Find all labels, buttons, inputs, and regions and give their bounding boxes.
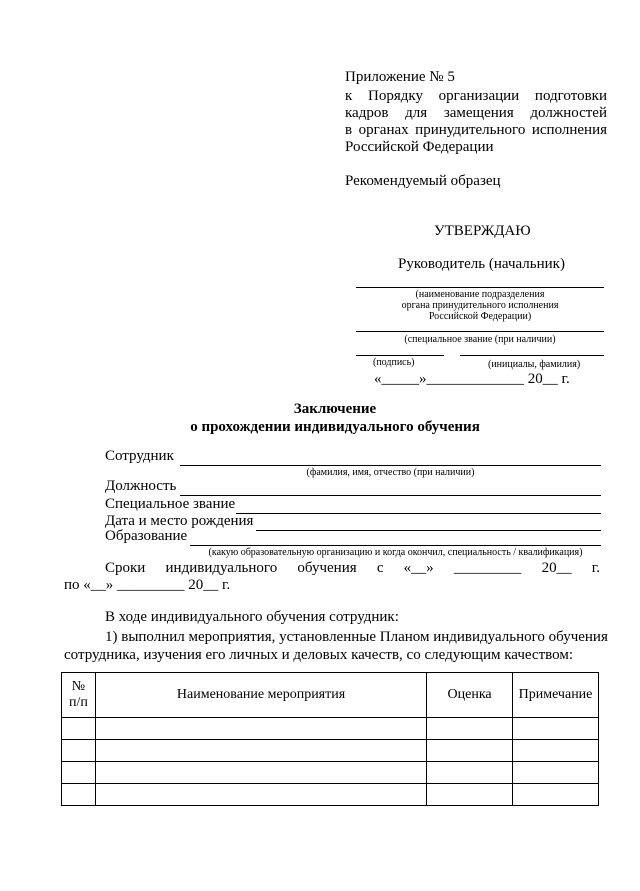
table-cell[interactable]	[62, 784, 96, 806]
table-row	[62, 784, 599, 806]
appendix-ref-line: в органах принудительного исполнения	[345, 122, 607, 138]
training-terms: Сроки индивидуального обучения с «__» _________ 20__ г.	[105, 560, 600, 576]
table-cell[interactable]	[427, 718, 513, 740]
rank-field-line	[236, 513, 601, 514]
signature-hint: (подпись)	[373, 357, 415, 368]
col-num-abbr: п/п	[69, 695, 88, 710]
intro-paragraph: В ходе индивидуального обучения сотрудник:	[105, 609, 399, 625]
table-cell[interactable]	[95, 718, 426, 740]
appendix-ref-line: кадров для замещения должностей	[345, 105, 607, 121]
unit-name-line	[356, 287, 604, 288]
initials-hint: (инициалы, фамилия)	[488, 359, 581, 370]
table-cell[interactable]	[513, 740, 599, 762]
appendix-ref-line: Российской Федерации	[345, 139, 494, 155]
initials-line	[460, 355, 604, 356]
unit-hint: органа принудительного исполнения	[401, 300, 559, 311]
table-cell[interactable]	[513, 784, 599, 806]
table-cell[interactable]	[513, 762, 599, 784]
col-num-symbol: №	[71, 679, 86, 694]
unit-hint: (наименование подразделения	[415, 289, 545, 300]
appendix-number: Приложение № 5	[345, 69, 455, 85]
birth-field-line	[256, 530, 601, 531]
table-header-row	[62, 673, 599, 718]
table-cell[interactable]	[95, 740, 426, 762]
col-note-header: Примечание	[513, 673, 599, 718]
signature-line	[356, 355, 444, 356]
unit-hint: Российской Федерации)	[428, 311, 532, 322]
employee-field-line	[180, 465, 601, 466]
table-cell[interactable]	[513, 718, 599, 740]
approve-title: УТВЕРЖДАЮ	[434, 223, 531, 239]
rank-label: Специальное звание	[105, 496, 236, 512]
table-cell[interactable]	[427, 784, 513, 806]
education-label: Образование	[105, 528, 188, 544]
table-cell[interactable]	[62, 740, 96, 762]
position-field-line	[180, 495, 601, 496]
doc-title: Заключение	[293, 401, 377, 417]
training-terms-end: по «__» _________ 20__ г.	[64, 577, 231, 593]
item-1-text: 1) выполнил мероприятия, установленные Планом индивидуального обучения	[105, 629, 608, 645]
table-cell[interactable]	[95, 784, 426, 806]
recommended-sample: Рекомендуемый образец	[345, 173, 501, 189]
table-row	[62, 718, 599, 740]
approver-position: Руководитель (начальник)	[398, 256, 565, 272]
table-cell[interactable]	[427, 762, 513, 784]
position-label: Должность	[105, 478, 177, 494]
item-1-text-cont: сотрудника, изучения его личных и деловых качеств, со следующим качеством:	[64, 647, 573, 663]
col-grade-header: Оценка	[427, 673, 513, 718]
approve-date: «_____»_____________ 20__ г.	[374, 371, 570, 387]
doc-subtitle: о прохождении индивидуального обучения	[190, 419, 480, 435]
education-field-line	[190, 545, 601, 546]
table-cell[interactable]	[62, 762, 96, 784]
col-name-header: Наименование мероприятия	[95, 673, 426, 718]
rank-line	[356, 331, 604, 332]
rank-hint: (специальное звание (при наличии)	[404, 334, 556, 345]
table-row	[62, 740, 599, 762]
table-cell[interactable]	[95, 762, 426, 784]
table-row	[62, 762, 599, 784]
education-hint: (какую образовательную организацию и когда окончил, специальность / квалификация)	[208, 547, 583, 558]
appendix-ref-line: к Порядку организации подготовки	[345, 88, 607, 104]
employee-label: Сотрудник	[105, 448, 174, 464]
table-cell[interactable]	[62, 718, 96, 740]
birth-label: Дата и место рождения	[105, 513, 254, 529]
table-cell[interactable]	[427, 740, 513, 762]
employee-hint: (фамилия, имя, отчество (при наличии)	[306, 467, 475, 478]
col-num-header	[62, 673, 96, 718]
measures-table	[61, 672, 599, 806]
